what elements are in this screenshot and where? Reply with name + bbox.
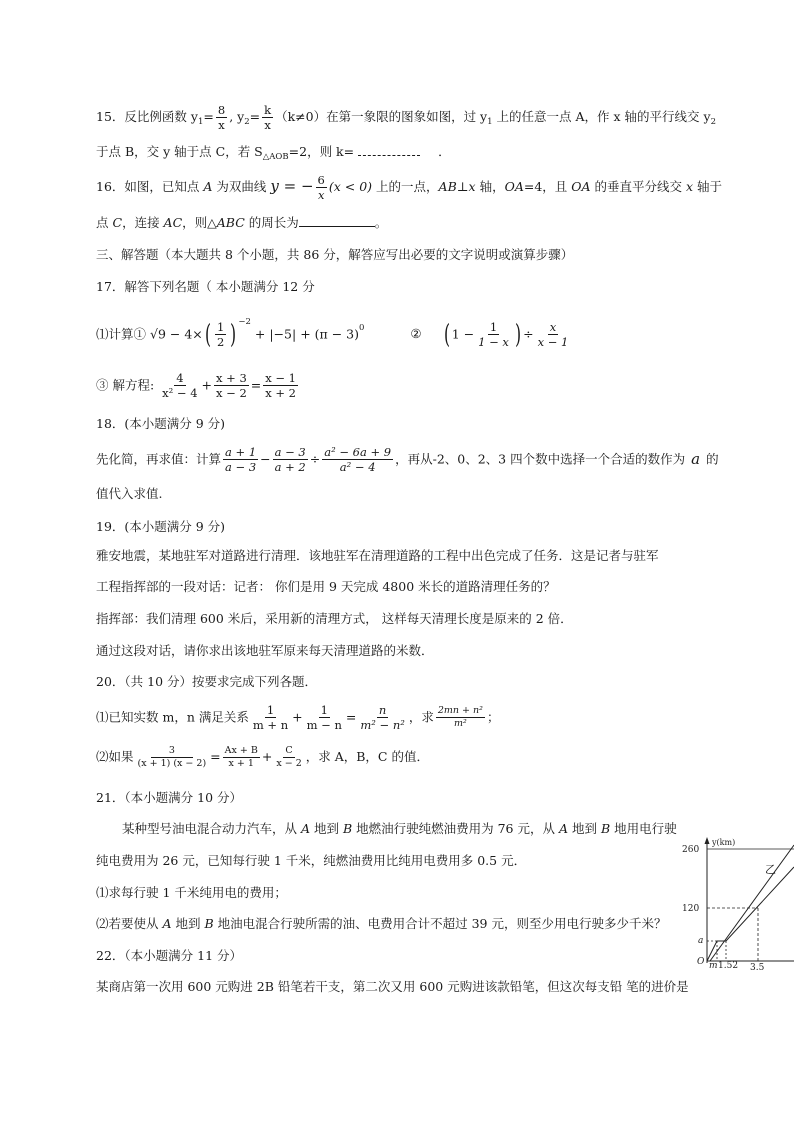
q20-part2: ⑵如果 $\frac{3}{(x + 1) (x - 2)}$ = $\frac{Ax + B}{x + 1}$ + $\frac{C}{x - 2}$ ，求 A，B，C 的值．: [96, 745, 429, 769]
q15-fraction-1: $\frac{8}{x}$: [217, 103, 226, 133]
origin-label: O: [697, 957, 705, 967]
q16-line2: 点 C，连接 AC，则△ABC 的周长为 。: [96, 215, 388, 230]
q20-fraction-7: $\frac{C}{x - 2}$: [276, 745, 302, 769]
q20-fraction-5: $\frac{3}{(x + 1) (x - 2)}$: [137, 745, 207, 769]
q20-fraction-4: $\frac{\text{2mn + n²}}{\text{m²}}$: [437, 705, 483, 730]
line-yi-label: 乙: [765, 863, 776, 876]
q21-line1: 某种型号油电混合动力汽车，从 A 地到 B 地燃油行驶纯燃油费用为 76 元，从 A 地到 B 地用电行驶: [122, 821, 677, 836]
q19-line2: 工程指挥部的一段对话：记者： 你们是用 9 天完成 4800 米长的道路清理任务的？: [96, 579, 556, 594]
q20-fraction-6: $\frac{Ax + B}{x + 1}$: [224, 745, 258, 769]
q17-title: 17．解答下列名题（ 本小题满分 12 分: [96, 279, 315, 294]
q21-title: 21．（本小题满分 10 分）: [96, 790, 243, 805]
q17-part1: ⑴计算① √9 − 4×( $\frac{1}{2}$ ) $^{-2} + |-5| + (\pi - 3)^0$ ② ( 1 − $\frac{1}{1 - x}$ ) ÷ $\frac{x}{x - 1}$: [96, 317, 569, 350]
q15-line2: 于点 B，交 y 轴于点 C，若 $S_{\triangle AOB}=2$，则 k= ．: [96, 144, 451, 162]
q17-part3: ③ 解方程: $\frac{4}{\text{x² − 4}}$ + $\frac{x + 3}{x - 2}$ = $\frac{x - 1}{x + 2}$: [96, 371, 296, 401]
q18-fraction-1: $\frac{a + 1}{a - 3}$: [225, 445, 257, 475]
q17-fraction-3c: $\frac{x - 1}{x + 2}$: [265, 371, 296, 401]
q15-line1: 15．反比例函数 $y_1=$ $\frac{8}{x}$ , $y_2=$ $\frac{k}{x}$ （k≠0）在第一象限的图象如图，过 $y_1$ 上的任意一点 A，作 x 轴的平行线交 $y_2$: [96, 103, 716, 133]
q22-title: 22．（本小题满分 11 分）: [96, 948, 243, 963]
q17-fraction-3b: $\frac{x + 3}{x - 2}$: [216, 371, 247, 401]
q17-fraction-3a: $\frac{4}{\text{x² − 4}}$: [162, 371, 198, 401]
q22-line1: 某商店第一次用 600 元购进 2B 铅笔若干支，第二次又用 600 元购进该款铅笔，但这次每支铅 笔的进价是: [96, 979, 689, 994]
x-tick-3-5: 3.5: [750, 963, 765, 970]
q21-line2: 纯电费用为 26 元，已知每行驶 1 千米，纯燃油费用比纯用电费用多 0.5 元．: [96, 853, 527, 868]
q19-title: 19．(本小题满分 9 分): [96, 519, 226, 534]
q18-title: 18．(本小题满分 9 分): [96, 416, 226, 431]
q17-half-fraction: $\frac{1}{2}$: [216, 319, 225, 349]
q15-fraction-2: $\frac{k}{x}$: [264, 103, 272, 133]
q18-line1: 先化简，再求值：计算 $\frac{a + 1}{a - 3}$ − $\frac{a - 3}{a + 2}$ ÷ $\frac{\text{a² − 6a + 9}}{\text{a² − 4}}$ ，再从-2、0、2、3 四个数中选择一个合适的数作为 a 的: [96, 445, 719, 475]
x-tick-1-52: 1.52: [718, 961, 739, 970]
answer-blank[interactable]: [299, 226, 375, 227]
section-heading: 三、解答题（本大题共 8 个小题，共 86 分，解答应写出必要的文字说明或演算步骤）: [96, 247, 574, 262]
q21-line4: ⑵若要使从 A 地到 B 地油电混合行驶所需的油、电费用合计不超过 39 元，则至少用电行驶多少千米？: [96, 916, 667, 931]
y-tick-a: a: [698, 936, 704, 946]
q18-fraction-3: $\frac{\text{a² − 6a + 9}}{\text{a² − 4}}$: [324, 445, 392, 475]
line-yi: [710, 845, 794, 961]
q20-title: 20．（共 10 分）按要求完成下列各题．: [96, 674, 318, 689]
q17-fraction-2b: $\frac{x}{x - 1}$: [537, 319, 569, 349]
y-axis-label: y(km): [712, 838, 736, 847]
q18-fraction-2: $\frac{a - 3}{a + 2}$: [274, 445, 306, 475]
q20-fraction-2: $\frac{1}{m - n}$: [306, 703, 342, 733]
q17-fraction-2a: $\frac{1}{1 - x}$: [478, 319, 509, 349]
q19-line3: 指挥部：我们清理 600 米后，采用新的清理方式， 这样每天清理长度是原来的 2 倍．: [96, 611, 573, 626]
q20-fraction-1: $\frac{1}{m + n}$: [252, 703, 289, 733]
q16-line1: 16．如图，已知点 A 为双曲线 y = − $\frac{6}{x}$ (x < 0) 上的一点，AB⊥x 轴，OA=4，且 OA 的垂直平分线交 x 轴于: [96, 173, 723, 203]
q19-line4: 通过这段对话，请你求出该地驻军原来每天清理道路的米数．: [96, 643, 434, 658]
q19-line1: 雅安地震，某地驻军对道路进行清理．该地驻军在清理道路的工程中出色完成了任务．这是记者与驻军: [96, 548, 659, 563]
y-tick-120: 120: [682, 904, 700, 914]
x-tick-m: m: [709, 961, 718, 970]
answer-blank[interactable]: [358, 155, 420, 156]
y-axis-arrow: [705, 837, 710, 844]
q21-line3: ⑴求每行驶 1 千米纯用电的费用；: [96, 885, 287, 900]
distance-time-graph: [680, 835, 794, 970]
q18-line2: 值代入求值.: [96, 486, 163, 501]
y-tick-260: 260: [682, 845, 700, 855]
q16-fraction: $\frac{6}{x}$: [317, 173, 325, 203]
q20-fraction-3: $\frac{n}{\text{m² − n²}}$: [360, 703, 405, 733]
q20-part1: ⑴已知实数 m，n 满足关系 $\frac{1}{m + n}$ + $\frac{1}{m - n}$ = $\frac{n}{\text{m² − n²}}$ ，求 $\frac{\text{2mn + n²}}{\text{m²}}$ ；: [96, 703, 500, 733]
